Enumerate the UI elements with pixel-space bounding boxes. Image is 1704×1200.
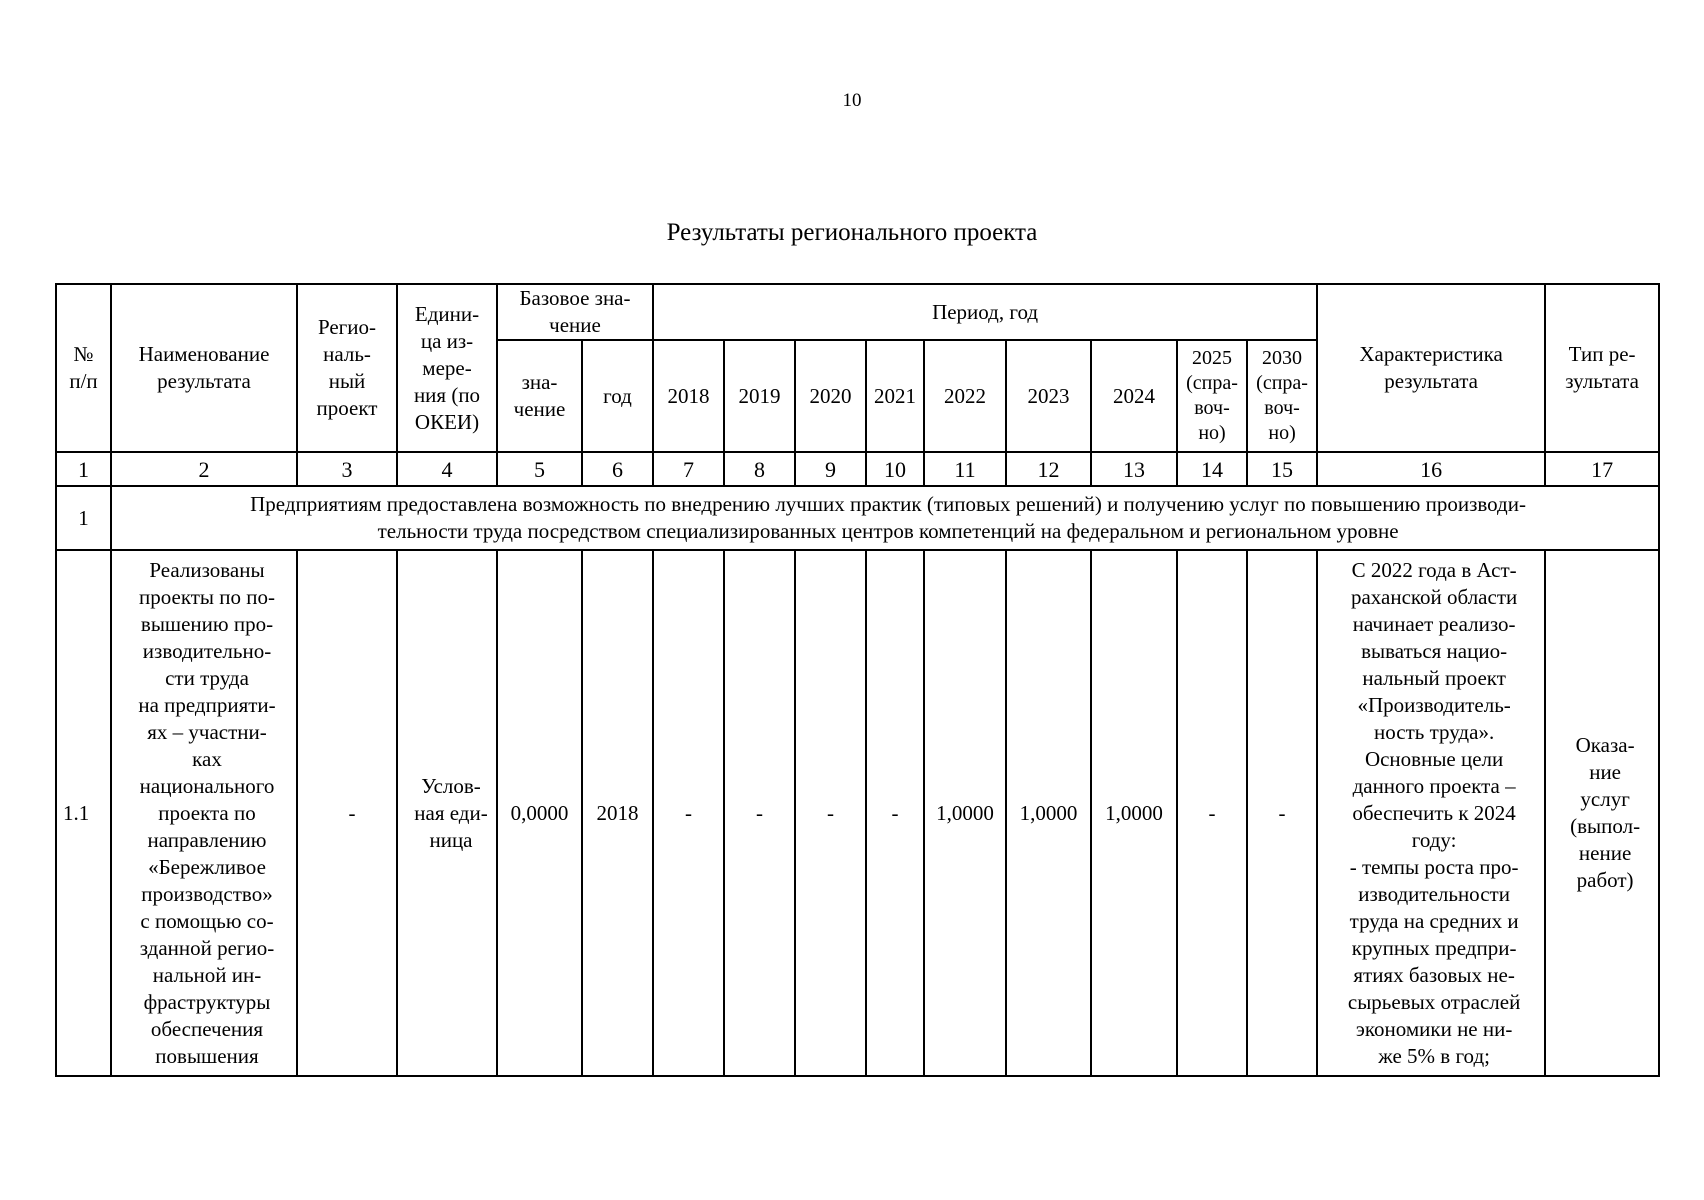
header-year: 2023 — [1006, 340, 1091, 452]
year-value: 1,0000 — [1091, 550, 1177, 1076]
column-number: 2 — [111, 452, 297, 486]
column-number: 6 — [582, 452, 653, 486]
table-row — [56, 550, 1659, 1076]
column-number: 13 — [1091, 452, 1177, 486]
year-value: - — [795, 550, 866, 1076]
header-type: Тип ре- зультата — [1545, 284, 1659, 452]
header-year: 2021 — [866, 340, 924, 452]
header-characteristic: Характеристика результата — [1317, 284, 1545, 452]
header-year: 2020 — [795, 340, 866, 452]
regional-project-value: - — [297, 550, 397, 1076]
column-number: 15 — [1247, 452, 1317, 486]
column-number: 4 — [397, 452, 497, 486]
header-period: Период, год — [653, 284, 1317, 340]
characteristic-value: С 2022 года в Аст- раханской области начинает реализо- вываться нацио- нальный проект «Производитель- ность труда». Основные цели данного проекта – обеспечить к 2024 году: - темпы роста про- изводительности труда на средних и крупных предпри- ятиях базовых не- сырьевых отраслей экономики не ни- же 5% в год; — [1317, 550, 1545, 1076]
header-regional-project: Регио- наль- ный проект — [297, 284, 397, 452]
column-number: 10 — [866, 452, 924, 486]
year-value: 1,0000 — [1006, 550, 1091, 1076]
column-number: 14 — [1177, 452, 1247, 486]
column-number: 17 — [1545, 452, 1659, 486]
document-title: Результаты регионального проекта — [666, 219, 1038, 246]
base-year: 2018 — [582, 550, 653, 1076]
section-text: Предприятиям предоставлена возможность по внедрению лучших практик (типовых решений) и получению услуг по повышению производи- тельности труда посредством специализированных центров компетенций на федеральном и региональном уровне — [111, 486, 1659, 550]
column-number: 9 — [795, 452, 866, 486]
section-row — [56, 486, 1659, 550]
year-value: - — [724, 550, 795, 1076]
header-no: № п/п — [56, 284, 111, 452]
header-year-2025: 2025 (спра- воч- но) — [1177, 340, 1247, 452]
header-year: 2022 — [924, 340, 1006, 452]
results-table — [55, 283, 1660, 1077]
header-year: 2024 — [1091, 340, 1177, 452]
header-base-value: Базовое зна- чение — [497, 284, 653, 340]
column-number: 7 — [653, 452, 724, 486]
unit-value: Услов- ная еди- ница — [397, 550, 497, 1076]
column-number: 5 — [497, 452, 582, 486]
column-number: 3 — [297, 452, 397, 486]
page-number: 10 — [842, 90, 862, 111]
row-number: 1.1 — [56, 550, 111, 1076]
year-value: - — [653, 550, 724, 1076]
year-value: - — [866, 550, 924, 1076]
section-number: 1 — [56, 486, 111, 550]
header-base-value-value: зна- чение — [497, 340, 582, 452]
year-value: 1,0000 — [924, 550, 1006, 1076]
header-year-2030: 2030 (спра- воч- но) — [1247, 340, 1317, 452]
column-numbers-row — [56, 452, 1659, 486]
header-year: 2019 — [724, 340, 795, 452]
result-name: Реализованы проекты по по- вышению про- изводительно- сти труда на предприяти- ях – участни- ках национального проекта по направлению «Бережливое производство» с помощью со- зданной регио- нальной ин- фраструктуры обеспечения повышения — [111, 550, 297, 1076]
header-name: Наименование результата — [111, 284, 297, 452]
result-type-value: Оказа- ние услуг (выпол- нение работ) — [1545, 550, 1659, 1076]
column-number: 11 — [924, 452, 1006, 486]
header-row-top — [56, 284, 1659, 340]
header-unit: Едини- ца из- мере- ния (по ОКЕИ) — [397, 284, 497, 452]
header-year: 2018 — [653, 340, 724, 452]
column-number: 1 — [56, 452, 111, 486]
header-base-value-year: год — [582, 340, 653, 452]
column-number: 16 — [1317, 452, 1545, 486]
base-value: 0,0000 — [497, 550, 582, 1076]
column-number: 12 — [1006, 452, 1091, 486]
column-number: 8 — [724, 452, 795, 486]
year-2025-value: - — [1177, 550, 1247, 1076]
year-2030-value: - — [1247, 550, 1317, 1076]
